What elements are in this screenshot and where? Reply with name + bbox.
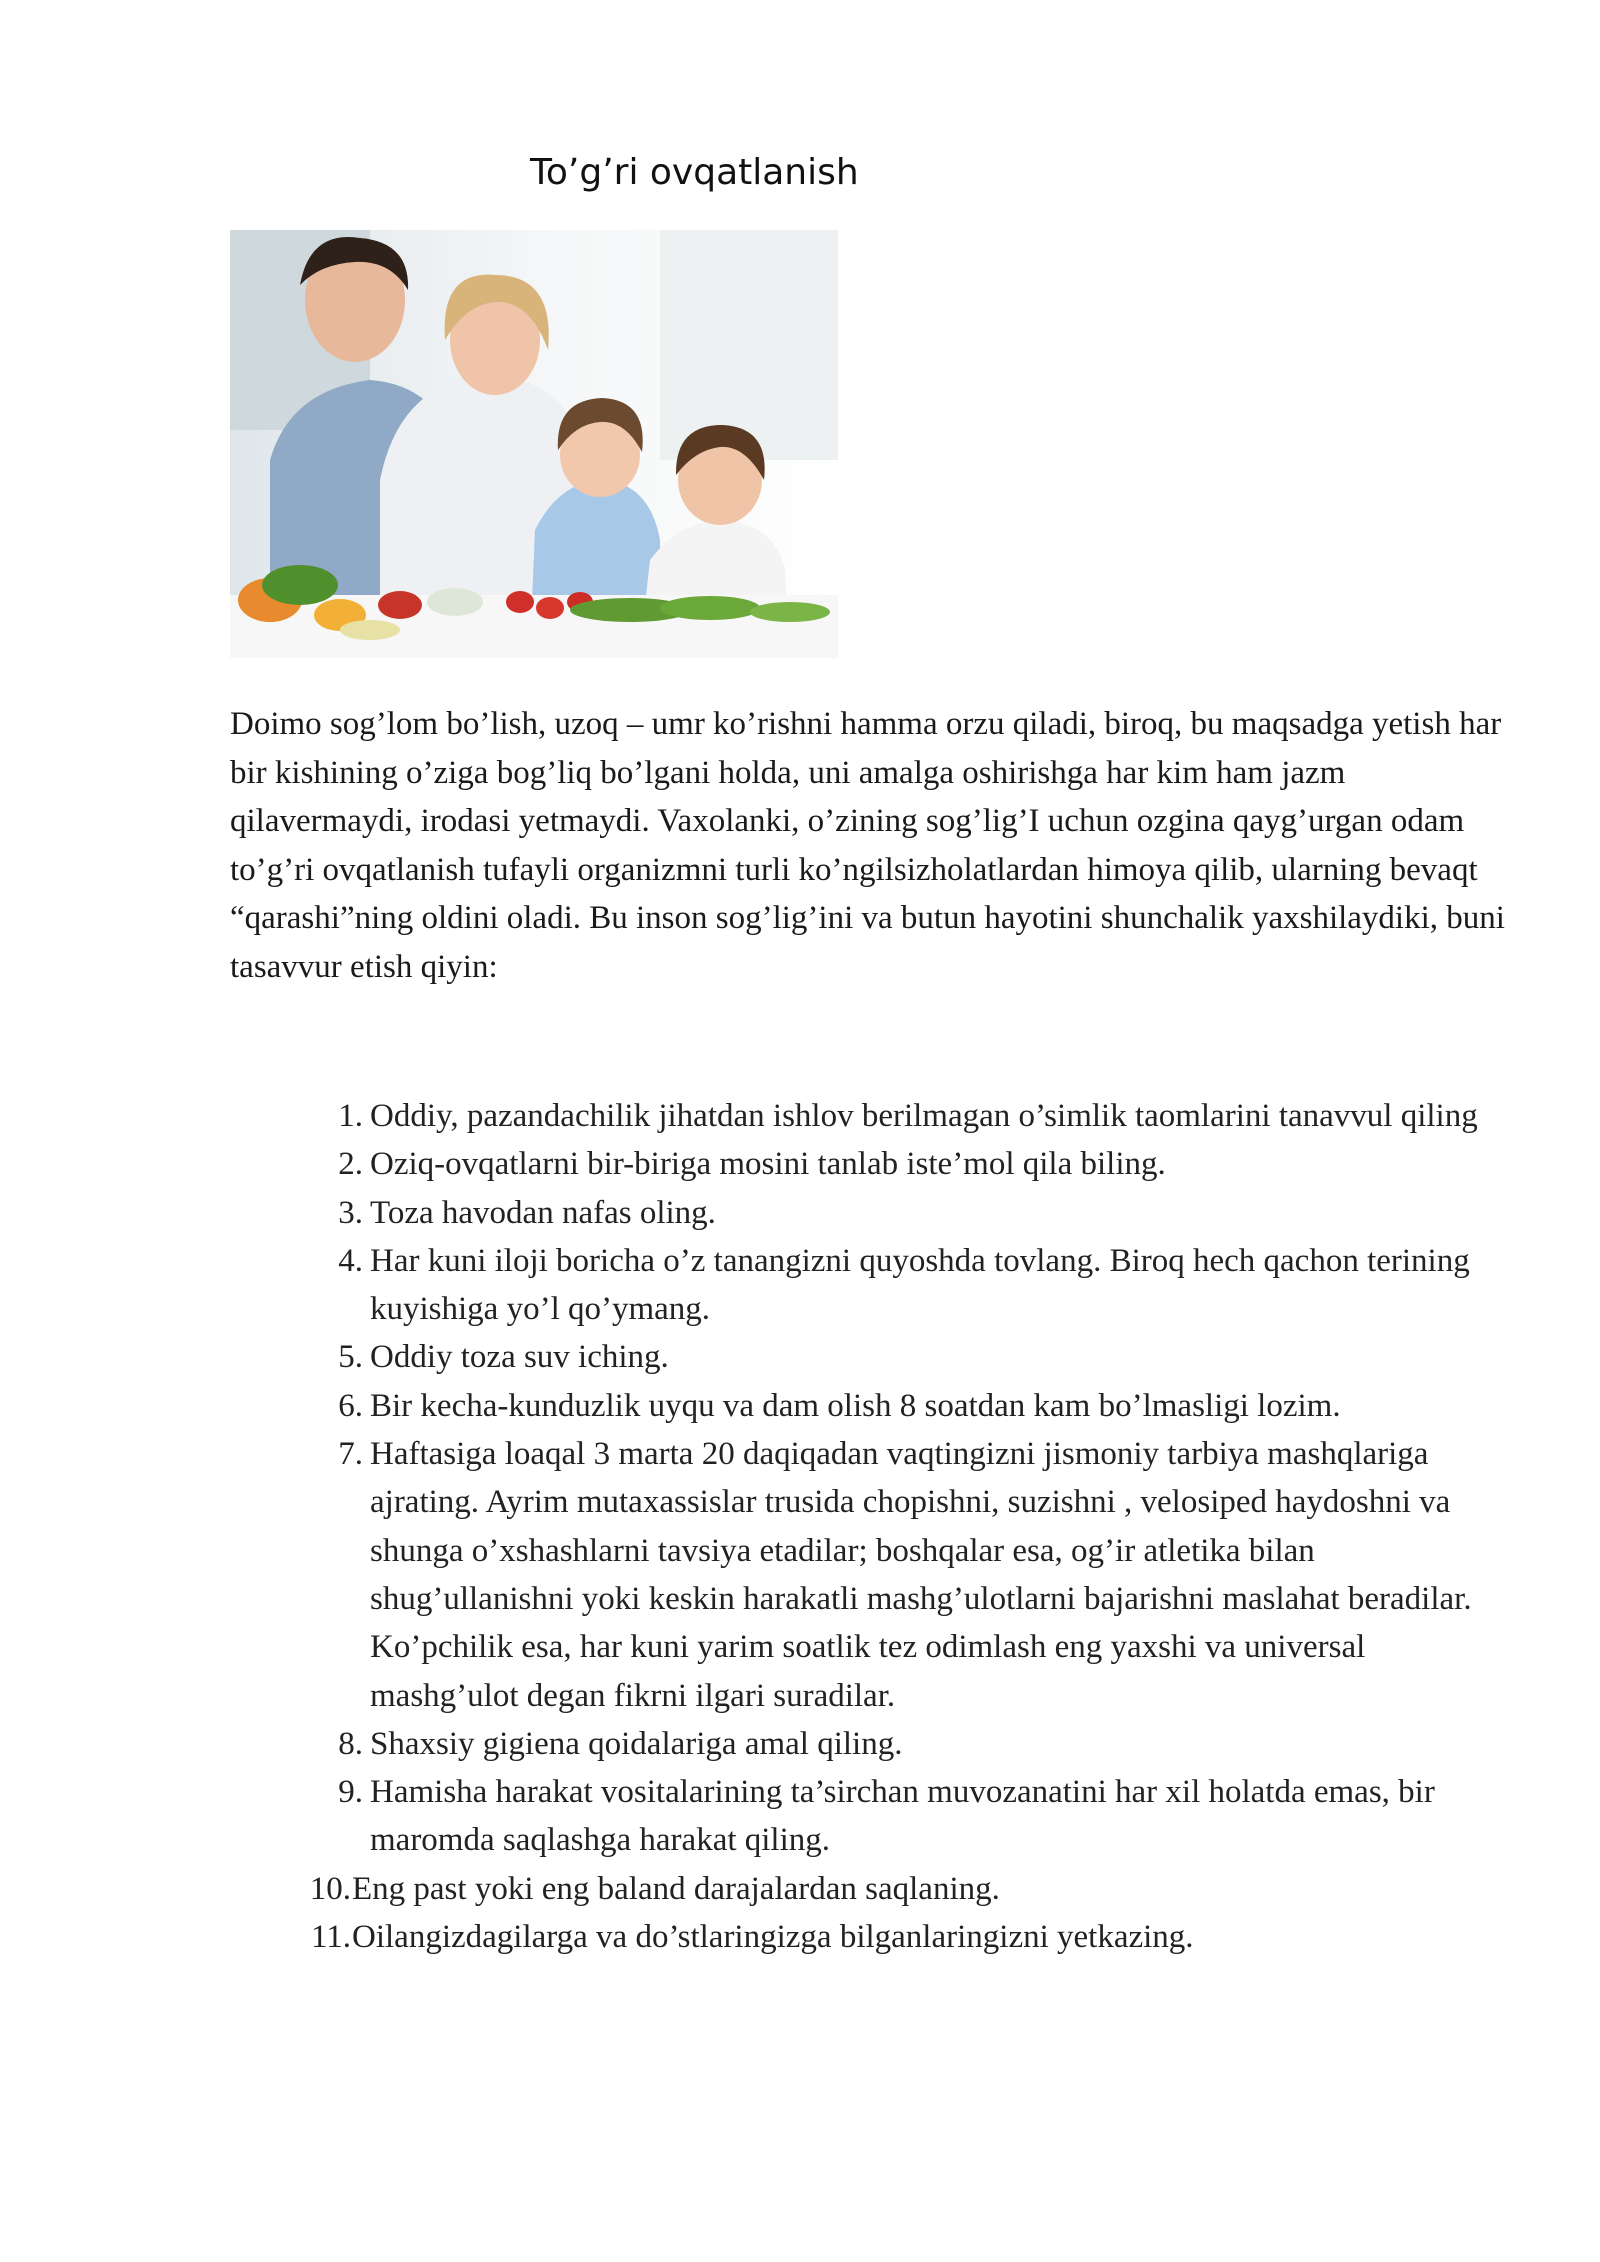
list-item-number: 4. xyxy=(338,1242,363,1279)
list-item-number: 9. xyxy=(338,1774,363,1811)
list-item-number: 11. xyxy=(310,1919,351,1956)
list-item-number: 3. xyxy=(338,1194,363,1231)
list-item-text: Har kuni iloji boricha o’z tanangizni quyoshda tovlang. Biroq hech qachon terining kuyishiga yo’l qo’ymang. xyxy=(370,1242,1470,1328)
list-item xyxy=(315,1333,1515,1381)
list-item xyxy=(310,1913,1515,1961)
list-item xyxy=(315,1092,1515,1140)
list-item-number: 6. xyxy=(338,1387,363,1424)
list-item xyxy=(315,1237,1515,1334)
list-item-number: 2. xyxy=(338,1146,363,1183)
list-item-text: Eng past yoki eng baland darajalardan saqlaning. xyxy=(352,1870,1000,1907)
list-item-text: Oilangizdagilarga va do’stlaringizga bilganlaringizni yetkazing. xyxy=(352,1919,1194,1956)
list-item-number: 7. xyxy=(338,1436,363,1473)
list-item-text: Oddiy toza suv iching. xyxy=(370,1339,669,1376)
intro-paragraph: Doimo sog’lom bo’lish, uzoq – umr ko’rishni hamma orzu qiladi, biroq, bu maqsadga yetish har bir kishining o’ziga bog’liq bo’lgani holda, uni amalga oshirishga har kim ham jazm qilavermaydi, irodasi yetmaydi. Vaxolanki, o’zining sog’lig’I uchun ozgina qayg’urgan odam to’g’ri ovqatlanish tufayli organizmni turli ko’ngilsizholatlardan himoya qilib, ularning bevaqt “qarashi”ning oldini oladi. Bu inson sog’lig’ini va butun hayotini shunchalik yaxshilaydiki, buni tasavvur etish qiyin: xyxy=(230,706,1505,985)
list-item-number: 1. xyxy=(338,1098,363,1134)
list-item-text: Oddiy, pazandachilik jihatdan ishlov berilmagan o’simlik taomlarini tanavvul qiling xyxy=(370,1098,1478,1134)
list-item-number: 8. xyxy=(338,1725,363,1762)
page-title: To’g’ri ovqatlanish xyxy=(530,152,859,193)
list-item-text: Toza havodan nafas oling. xyxy=(370,1194,716,1231)
list-item-text: Bir kecha-kunduzlik uyqu va dam olish 8 soatdan kam bo’lmasligi lozim. xyxy=(370,1387,1341,1424)
tips-list xyxy=(309,1092,1515,1961)
list-item xyxy=(315,1720,1515,1768)
list-item-number: 5. xyxy=(338,1339,363,1376)
family-cooking-photo xyxy=(230,230,838,658)
list-item-text: Oziq-ovqatlarni bir-biriga mosini tanlab iste’mol qila biling. xyxy=(370,1146,1166,1183)
list-item xyxy=(315,1430,1515,1720)
list-item xyxy=(315,1382,1515,1430)
list-item-number: 10. xyxy=(309,1870,351,1907)
list-item xyxy=(309,1865,1515,1913)
list-item-text: Hamisha harakat vositalarining ta’sirchan muvozanatini har xil holatda emas, bir maromda saqlashga harakat qiling. xyxy=(370,1774,1435,1859)
list-item-text: Shaxsiy gigiena qoidalariga amal qiling. xyxy=(370,1725,903,1762)
list-item xyxy=(315,1140,1515,1188)
list-item-text: Haftasiga loaqal 3 marta 20 daqiqadan vaqtingizni jismoniy tarbiya mashqlariga ajrating. Ayrim mutaxassislar trusida chopishni, suzishni , velosiped haydoshni va shunga o’xshashlarni tavsiya etadilar; boshqalar esa, og’ir atletika bilan shug’ullanishni yoki keskin harakatli mashg’ulotlarni bajarishni maslahat beradilar. Ko’pchilik esa, har kuni yarim soatlik tez odimlash eng yaxshi va universal mashg’ulot degan fikrni ilgari suradilar. xyxy=(370,1436,1472,1714)
list-item xyxy=(315,1189,1515,1237)
list-item xyxy=(315,1768,1515,1865)
